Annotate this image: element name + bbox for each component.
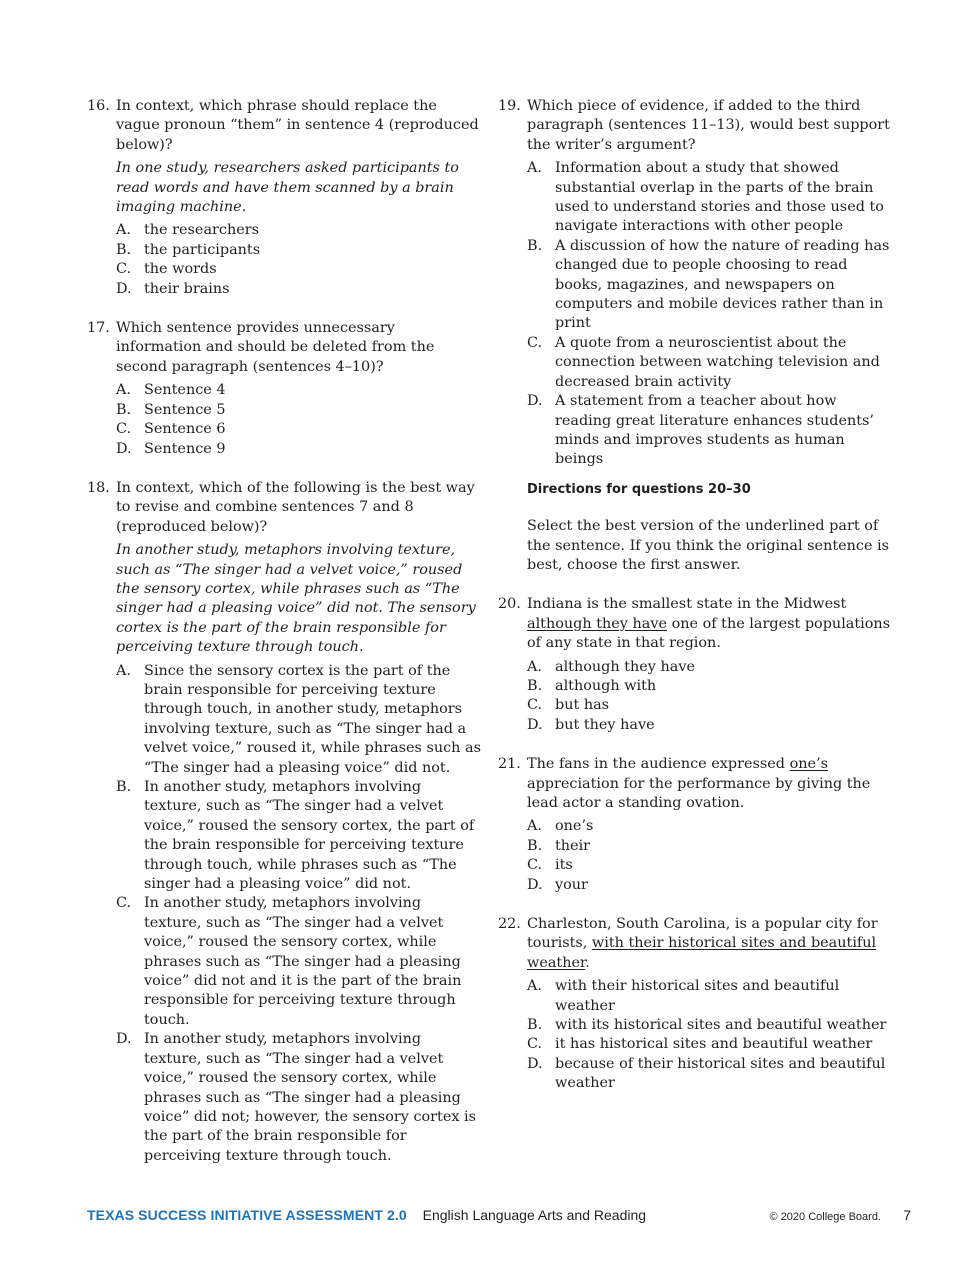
question-stem: Which piece of evidence, if added to the third paragraph (sentences 11–13), would best support the writer’s argument? [527,98,890,153]
answer-option[interactable] [527,876,894,895]
option-letter: B. [527,677,543,694]
option-letter: B. [527,237,543,254]
answer-option[interactable] [116,1030,482,1166]
answer-options [116,221,482,299]
option-text: Information about a study that showed substantial overlap in the parts of the brain used to understand stories and those used to navigate interactions with other people [555,160,884,235]
option-text: In another study, metaphors involving texture, such as “The singer had a velvet voice,” roused the sensory cortex, while phrases such as “The singer had a pleasing voice” did not; however, the sensory cortex is the part of the brain responsible for perceiving texture through touch. [144,1031,477,1164]
quoted-sentence: In another study, metaphors involving texture, such as “The singer had a velvet voice,” roused the sensory cortex, while phrases such as “The singer had a pleasing voice” did not. The sensory cortex is the part of the brain responsible for perceiving texture through touch. [116,542,476,656]
answer-option[interactable] [116,381,482,400]
copyright: © 2020 College Board. [769,1211,881,1223]
answer-options [527,658,894,736]
option-letter: B. [527,1017,543,1034]
answer-option[interactable] [527,817,894,836]
answer-option[interactable] [116,280,482,299]
answer-options [116,381,482,459]
option-letter: A. [116,662,131,679]
question-18 [87,479,482,1166]
question-number: 19. [498,98,521,114]
page-footer [87,1206,919,1225]
option-text: the words [144,261,217,278]
option-letter: C. [116,261,132,278]
answer-option[interactable] [527,1055,894,1094]
option-text: its [555,857,573,874]
option-letter: B. [116,779,132,795]
answer-option[interactable] [527,696,894,715]
answer-option[interactable] [116,241,482,260]
quoted-sentence: In one study, researchers asked participants to read words and have them scanned by a brain imaging machine. [116,160,459,216]
option-letter: C. [527,697,543,714]
stem-text: The fans in the audience expressed [527,756,790,773]
stem-text: . [585,954,590,971]
question-stem: Which sentence provides unnecessary information and should be deleted from the second paragraph (sentences 4–10)? [116,320,435,375]
option-text: Since the sensory cortex is the part of the brain responsible for perceiving texture through touch, in another study, metaphors involving texture, such as “The singer had a velvet voice,” roused it, while phrases such as “The singer had a pleasing voice” did not. [144,662,481,776]
option-letter: D. [116,1031,132,1048]
option-text: although with [555,677,657,694]
option-text: with its historical sites and beautiful weather [555,1017,887,1034]
answer-option[interactable] [527,716,894,735]
underlined-text: with their historical sites and beautiful weather [527,935,877,971]
question-stem: In context, which phrase should replace the vague pronoun “them” in sentence 4 (reproduced below)? [116,98,479,153]
option-letter: C. [527,1036,543,1053]
option-text: In another study, metaphors involving texture, such as “The singer had a velvet voice,” roused the sensory cortex, while phrases such as “The singer had a pleasing voice” did not and it is the part of the brain responsible for perceiving texture through touch. [144,895,462,1028]
option-letter: A. [527,160,542,177]
answer-option[interactable] [527,856,894,875]
option-text: A discussion of how the nature of reading has changed due to people choosing to read books, magazines, and newspapers on computers and mobile devices rather than in print [555,237,890,332]
answer-option[interactable] [527,334,894,392]
answer-option[interactable] [116,662,482,778]
option-text: Sentence 9 [144,440,226,457]
option-text: the researchers [144,222,260,239]
question-22 [498,915,894,1094]
underlined-text: one’s [789,756,829,773]
option-text: their brains [144,280,230,297]
question-17 [87,319,482,459]
option-letter: D. [116,440,132,457]
question-number: 20. [498,596,521,613]
question-stem [527,915,894,973]
answer-option[interactable] [527,1016,894,1035]
question-stem [527,595,894,653]
option-letter: B. [116,401,132,418]
underlined-text: although they have [527,615,667,632]
question-20 [498,595,894,735]
directions-heading: Directions for questions 20–30 [527,481,751,497]
option-letter: D. [527,876,543,893]
option-letter: B. [527,837,543,854]
stem-text: Indiana is the smallest state in the Midwest [527,596,847,613]
option-letter: D. [116,280,132,297]
option-letter: A. [527,978,542,995]
answer-option[interactable] [527,977,894,1016]
question-number: 18. [87,479,110,496]
option-text: it has historical sites and beautiful weather [555,1036,873,1053]
answer-option[interactable] [527,237,894,334]
directions-text: Select the best version of the underlined part of the sentence. If you think the original sentence is best, choose the first answer. [527,518,890,573]
question-19 [498,97,894,470]
answer-option[interactable] [116,401,482,420]
answer-option[interactable] [116,420,482,439]
question-number: 21. [498,756,521,773]
option-letter: A. [116,382,131,399]
option-text: In another study, metaphors involving texture, such as “The singer had a velvet voice,” roused the sensory cortex, the part of the brain responsible for perceiving texture through touch, while phrases such as “The singer had a pleasing voice” did not. [144,779,475,893]
option-text: Sentence 4 [144,382,226,399]
option-text: your [555,876,588,893]
option-text: Sentence 6 [144,421,226,438]
question-number: 16. [87,98,110,114]
question-number: 17. [87,320,110,337]
option-text: with their historical sites and beautiful weather [555,978,840,1014]
answer-option[interactable] [527,1035,894,1054]
option-letter: C. [527,334,543,351]
answer-options [527,817,894,895]
question-21 [498,755,894,895]
option-letter: D. [527,716,543,733]
option-letter: C. [116,421,132,438]
answer-options [527,977,894,1093]
page-number: 7 [903,1207,911,1223]
option-letter: B. [116,241,132,258]
option-text: their [555,837,591,854]
option-text: but has [555,697,610,714]
stem-text: Charleston, South Carolina, is a popular city for tourists, [527,916,878,952]
stem-text: one of the largest populations of any state in that region. [527,615,891,652]
answer-option[interactable] [527,159,894,237]
option-letter: C. [116,895,132,912]
option-text: A quote from a neuroscientist about the connection between watching television and decreased brain activity [555,334,880,390]
footer-title: TEXAS SUCCESS INITIATIVE ASSESSMENT 2.0 [87,1207,407,1223]
answer-options [527,159,894,470]
question-stem [527,755,894,813]
answer-option[interactable] [527,677,894,696]
option-text: A statement from a teacher about how reading great literature enhances students’ minds and improves students as human beings [555,393,874,468]
footer-subtitle: English Language Arts and Reading [422,1207,647,1223]
answer-options [116,662,482,1167]
option-letter: D. [527,1055,543,1072]
option-letter: D. [527,393,543,410]
question-number: 22. [498,916,521,933]
answer-option[interactable] [527,392,894,470]
answer-option[interactable] [116,440,482,459]
left-column [87,97,482,1166]
answer-option[interactable] [116,778,482,894]
question-16 [87,97,482,299]
option-text: because of their historical sites and beautiful weather [555,1055,886,1092]
option-letter: A. [116,222,131,239]
option-text: the participants [144,241,261,258]
stem-text: appreciation for the performance by giving the lead actor a standing ovation. [527,775,871,811]
option-letter: A. [527,818,542,835]
answer-option[interactable] [116,260,482,279]
answer-option[interactable] [527,658,894,677]
option-text: although they have [555,658,695,675]
right-column [498,97,894,1094]
option-letter: A. [527,658,542,675]
option-text: but they have [555,716,655,733]
option-text: one’s [555,818,594,835]
answer-option[interactable] [527,837,894,856]
option-text: Sentence 5 [144,401,226,418]
answer-option[interactable] [116,221,482,240]
option-letter: C. [527,857,543,874]
question-stem: In context, which of the following is the best way to revise and combine sentences 7 and 8 (reproduced below)? [116,479,475,535]
answer-option[interactable] [116,894,482,1030]
